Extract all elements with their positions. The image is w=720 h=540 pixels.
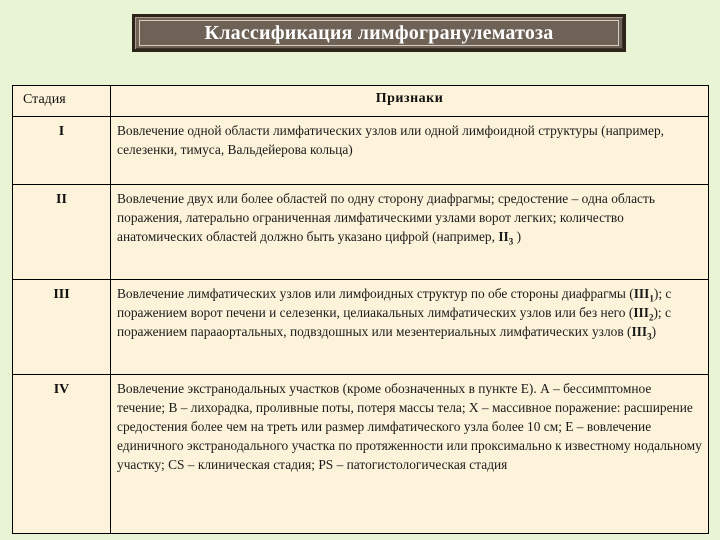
description-text: Вовлечение одной области лимфатических узлов или одной лимфоидной структуры (например, селезенки, тимуса, Вальдейерова кольца) — [117, 123, 664, 157]
description-cell — [111, 117, 709, 185]
stage-mark: II — [498, 229, 509, 244]
stage-mark: III — [631, 324, 648, 339]
stage-mark: III — [633, 305, 649, 320]
classification-table — [12, 85, 709, 534]
table-row — [13, 375, 709, 534]
description-text: ); с поражением парааортальных, подвздошных или мезентериальных лимфатических узлов ( — [117, 305, 671, 339]
description-text: ); с поражением ворот печени и селезенки, целиакальных лимфатических узлов или без него ( — [117, 286, 672, 320]
stage-cell: II — [13, 185, 111, 280]
table-row — [13, 280, 709, 375]
description-text: Вовлечение экстранодальных участков (кроме обозначенных в пункте Е). А – бессимптомное течение; В – лихорадка, проливные поты, потеря массы тела; Х – массивное поражение: расширение средостения более чем на треть или размер лимфатического узла более 10 см; Е – вовлечение единичного экстранодального участка по протяженности или проксимально к известному нодальному участку; CS – клиническая стадия; PS – патогистологическая стадия — [117, 381, 702, 472]
description-text: ) — [513, 229, 522, 244]
description-cell — [111, 280, 709, 375]
table-row — [13, 117, 709, 185]
description-cell — [111, 375, 709, 534]
page-title: Классификация лимфогранулематоза — [204, 21, 554, 44]
stage-mark-sub: 2 — [648, 312, 654, 323]
table-row — [13, 185, 709, 280]
stage-cell: I — [13, 117, 111, 185]
description-text: ) — [651, 324, 657, 339]
stage-mark-sub: 1 — [649, 293, 654, 304]
description-text: Вовлечение двух или более областей по одну сторону диафрагмы; средостение – одна область поражения, латерально ограниченная лимфатическими узлами ворот легких; количество анатомических областей должно быть указано цифрой (например, — [117, 191, 655, 244]
stage-mark-sub: 3 — [508, 236, 514, 247]
header-stage: Стадия — [13, 86, 111, 117]
stage-cell: IV — [13, 375, 111, 534]
stage-mark: III — [633, 286, 650, 301]
title-banner — [132, 14, 626, 52]
stage-mark-sub: 3 — [647, 331, 652, 342]
stage-cell: III — [13, 280, 111, 375]
description-text: Вовлечение лимфатических узлов или лимфоидных структур по обе стороны диафрагмы ( — [117, 286, 634, 301]
header-signs: Признаки — [111, 86, 709, 117]
table-header-row — [13, 86, 709, 117]
description-cell — [111, 185, 709, 280]
